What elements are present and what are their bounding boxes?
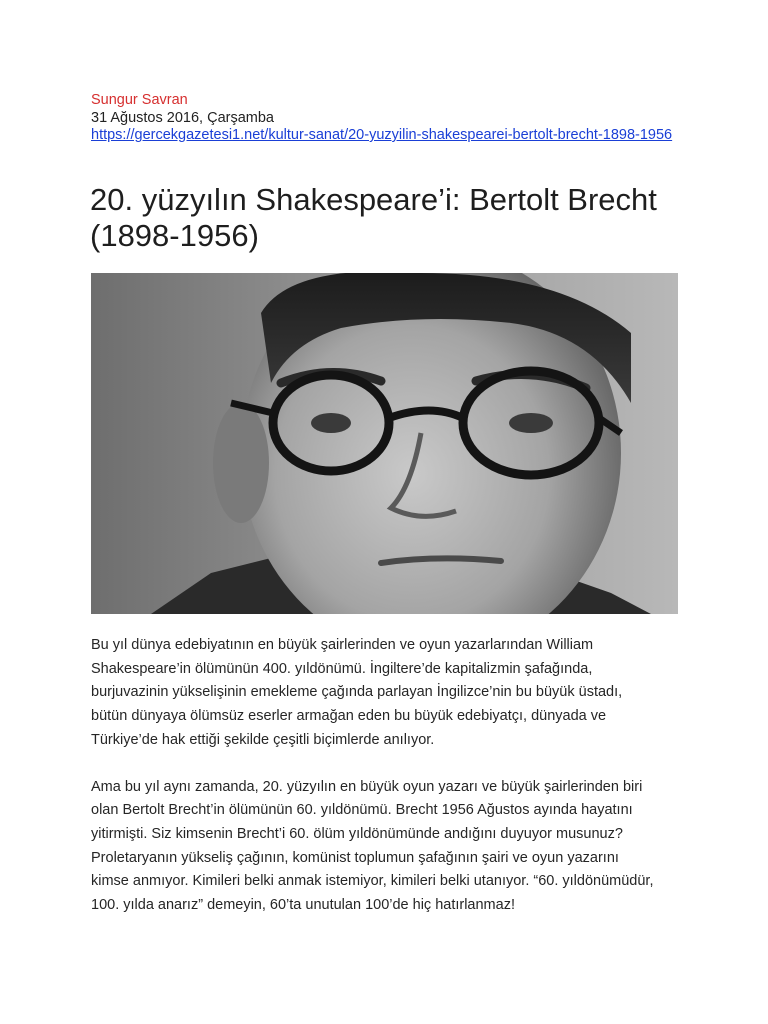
title-line: (1898-1956) <box>90 218 259 253</box>
text-line: Türkiye’de hak ettiği şekilde çeşitli biçimlerde anılıyor. <box>91 731 435 748</box>
article-body <box>91 634 691 941</box>
text-line: olan Bertolt Brecht’in ölümünün 60. yıldönümü. Brecht 1956 Ağustos ayında hayatını <box>91 802 633 819</box>
article-title <box>90 182 690 254</box>
text-line: Ama bu yıl aynı zamanda, 20. yüzyılın en büyük oyun yazarı ve büyük şairlerinden biri <box>91 778 643 795</box>
text-line: Shakespeare’in ölümünün 400. yıldönümü. İngiltere’de kapitalizmin şafağında, <box>91 660 593 677</box>
portrait-photo <box>91 273 678 614</box>
publish-date: 31 Ağustos 2016, Çarşamba <box>91 109 274 126</box>
text-line: bütün dünyaya ölümsüz eserler armağan eden bu büyük edebiyatçı, dünyada ve <box>91 708 607 725</box>
text-line: kimse anmıyor. Kimileri belki anmak istemiyor, kimileri belki utanıyor. “60. yıldönümüdür, <box>91 873 654 890</box>
text-line: 100. yılda anarız” demeyin, 60’ta unutulan 100’de hiç hatırlanmaz! <box>91 897 515 914</box>
text-line: Bu yıl dünya edebiyatının en büyük şairlerinden ve oyun yazarlarından William <box>91 637 594 653</box>
article-meta <box>91 92 691 145</box>
text-line: Proletaryanın yükseliş çağının, komünist toplumun şafağının şairi ve oyun yazarını <box>91 849 619 866</box>
text-line: yitirmişti. Siz kimsenin Brecht’i 60. ölüm yıldönümünde andığını duyuyor musunuz? <box>91 825 623 842</box>
paragraph <box>91 776 691 918</box>
paragraph <box>91 634 691 753</box>
source-link[interactable]: https://gercekgazetesi1.net/kultur-sanat/20-yuzyilin-shakespearei-bertolt-brecht-1898-1956 <box>91 127 673 143</box>
title-line: 20. yüzyılın Shakespeare’i: Bertolt Brecht <box>90 182 657 217</box>
text-line: burjuvazinin yükselişinin emekleme çağında parlayan İngilizce’nin bu büyük üstadı, <box>91 684 623 701</box>
author-name: Sungur Savran <box>91 92 188 108</box>
